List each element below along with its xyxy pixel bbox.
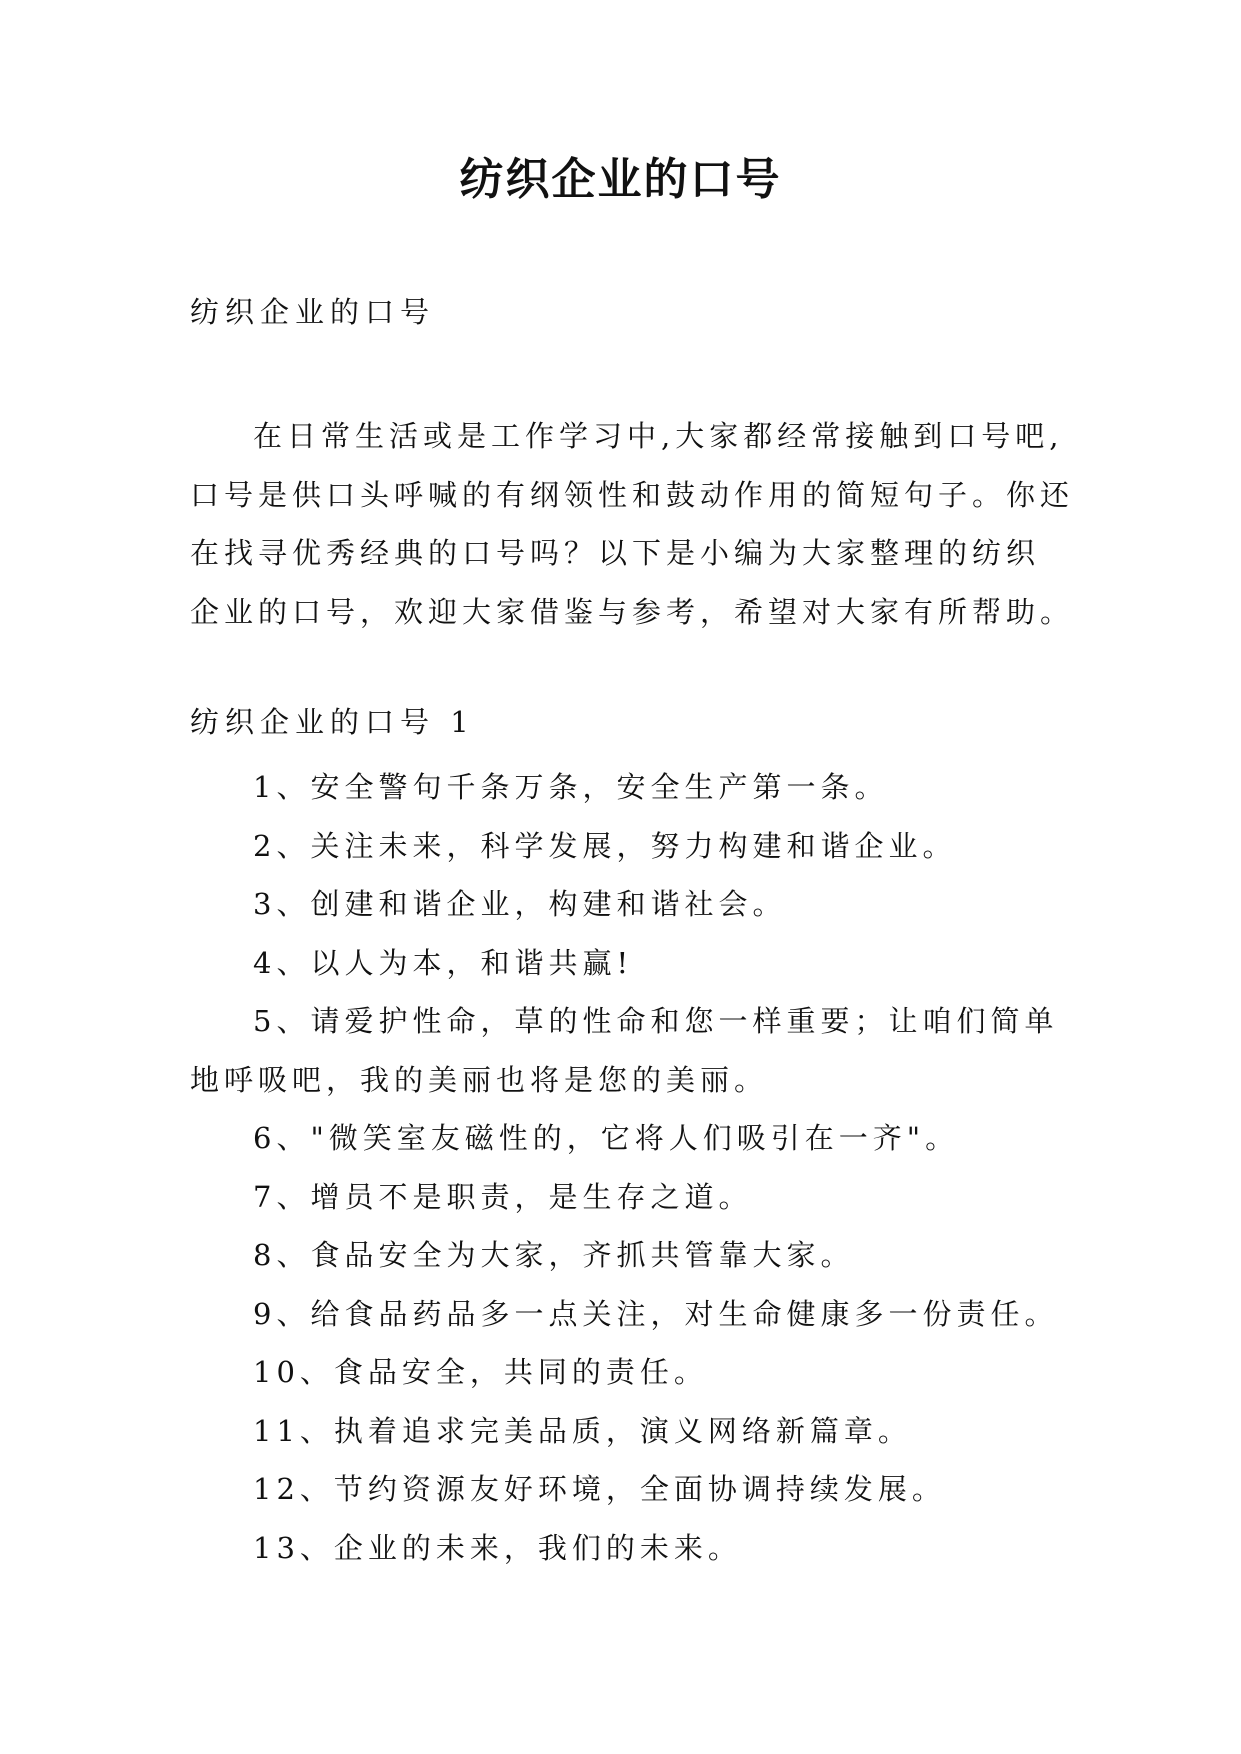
- list-item: 2、关注未来，科学发展，努力构建和谐企业。: [253, 828, 957, 863]
- list-item: 4、以人为本，和谐共赢!: [253, 945, 634, 980]
- list-item: 13、企业的未来，我们的未来。: [253, 1530, 742, 1565]
- list-item: 6、"微笑室友磁性的，它将人们吸引在一齐"。: [253, 1121, 960, 1155]
- list-item: 10、食品安全，共同的责任。: [253, 1355, 708, 1389]
- list-item: 8、食品安全为大家，齐抓共管靠大家。: [253, 1238, 855, 1272]
- document-subtitle: 纺织企业的口号: [190, 295, 436, 329]
- intro-paragraph: [190, 407, 1075, 641]
- list-item: 1、安全警句千条万条，安全生产第一条。: [253, 770, 889, 804]
- list-item: 12、节约资源友好环境，全面协调持续发展。: [253, 1472, 946, 1506]
- slogan-list: [190, 758, 1090, 1577]
- intro-line: 企业的口号，欢迎大家借鉴与参考，希望对大家有所帮助。: [190, 594, 1075, 629]
- list-item: 7、增员不是职责，是生存之道。: [253, 1179, 753, 1214]
- document-title: 纺织企业的口号: [459, 154, 782, 205]
- list-item: 3、创建和谐企业，构建和谐社会。: [253, 887, 787, 921]
- intro-line: 在找寻优秀经典的口号吗？以下是小编为大家整理的纺织: [190, 536, 1041, 570]
- list-item: 11、执着追求完美品质，演义网络新篇章。: [253, 1413, 912, 1448]
- list-item: 9、给食品药品多一点关注，对生命健康多一份责任。: [253, 1296, 1059, 1331]
- intro-line: 在日常生活或是工作学习中,大家都经常接触到口号吧,: [253, 419, 1064, 453]
- list-item: 5、请爱护性命，草的性命和您一样重要；让咱们简单: [253, 1004, 1059, 1038]
- intro-line: 口号是供口头呼喊的有纲领性和鼓动作用的简短句子。你还: [190, 477, 1075, 512]
- list-item-continuation: 地呼吸吧，我的美丽也将是您的美丽。: [190, 1062, 769, 1097]
- section-heading: 纺织企业的口号 1: [190, 705, 475, 739]
